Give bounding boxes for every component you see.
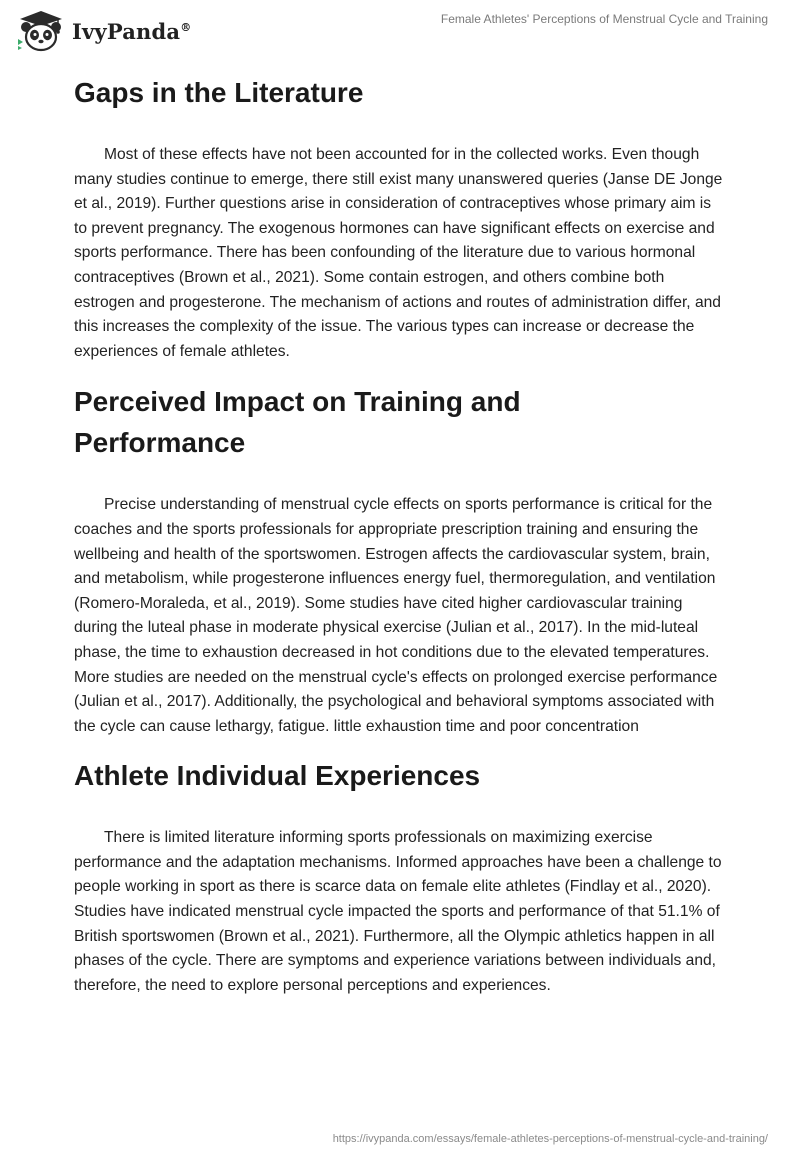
panda-graduate-icon	[14, 9, 68, 53]
registered-mark: ®	[180, 20, 192, 34]
page-header	[0, 0, 800, 56]
document-title: Female Athletes' Perceptions of Menstrual Cycle and Training	[440, 12, 768, 26]
essay-body	[74, 72, 724, 998]
ivypanda-logo[interactable]	[14, 9, 191, 53]
section-heading: Gaps in the Literature	[74, 77, 364, 108]
logo-text: IvyPanda®	[72, 18, 192, 44]
section-heading: Perceived Impact on Training and Performance	[74, 386, 521, 459]
section-paragraph: There is limited literature informing sports professionals on maximizing exercise performance and the adaptation mechanisms. Informed approaches have been a challenge to people working in sport as there is scarce data on female elite athletes (Findlay et al., 2020). Studies have indicated menstrual cycle impacted the sports and performance of that 51.1% of British sportswomen (Brown et al., 2021). Furthermore, all the Olympic athletics happen in all phases of the cycle. There are symptoms and experience variations between individuals and, therefore, the need to explore personal perceptions and experiences.	[74, 829, 722, 994]
section-paragraph: Most of these effects have not been accounted for in the collected works. Even though many studies continue to emerge, there still exist many unanswered queries (Janse DE Jonge et al., 2019). Further questions arise in consideration of contraceptives whose primary aim is to prevent pregnancy. The exogenous hormones can have significant effects on exercise and sports performance. There has been confounding of the literature due to various hormonal contraceptives (Brown et al., 2021). Some contain estrogen, and others combine both estrogen and progesterone. The mechanism of actions and routes of administration differ, and this increases the complexity of the issue. The various types can increase or decrease the experiences of female athletes.	[74, 146, 723, 360]
section-heading: Athlete Individual Experiences	[74, 760, 481, 792]
source-url-link[interactable]: https://ivypanda.com/essays/female-athletes-perceptions-of-menstrual-cycle-and-training/	[332, 1133, 768, 1145]
section-paragraph: Precise understanding of menstrual cycle effects on sports performance is critical for the coaches and the sports professionals for appropriate prescription training and ensuring the wellbeing and health of the sportswomen. Estrogen affects the cardiovascular system, brain, and metabolism, while progesterone influences energy fuel, thermoregulation, and ventilation (Romero-Moraleda, et al., 2019). Some studies have cited higher cardiovascular training during the luteal phase in moderate physical exercise (Julian et al., 2017). In the mid-luteal phase, the time to exhaustion decreased in hot conditions due to the elevated temperatures. More studies are needed on the menstrual cycle's effects on prolonged exercise performance (Julian et al., 2017). Additionally, the psychological and behavioral symptoms associated with the cycle can cause lethargy, fatigue. little exhaustion time and poor concentration	[74, 496, 718, 735]
